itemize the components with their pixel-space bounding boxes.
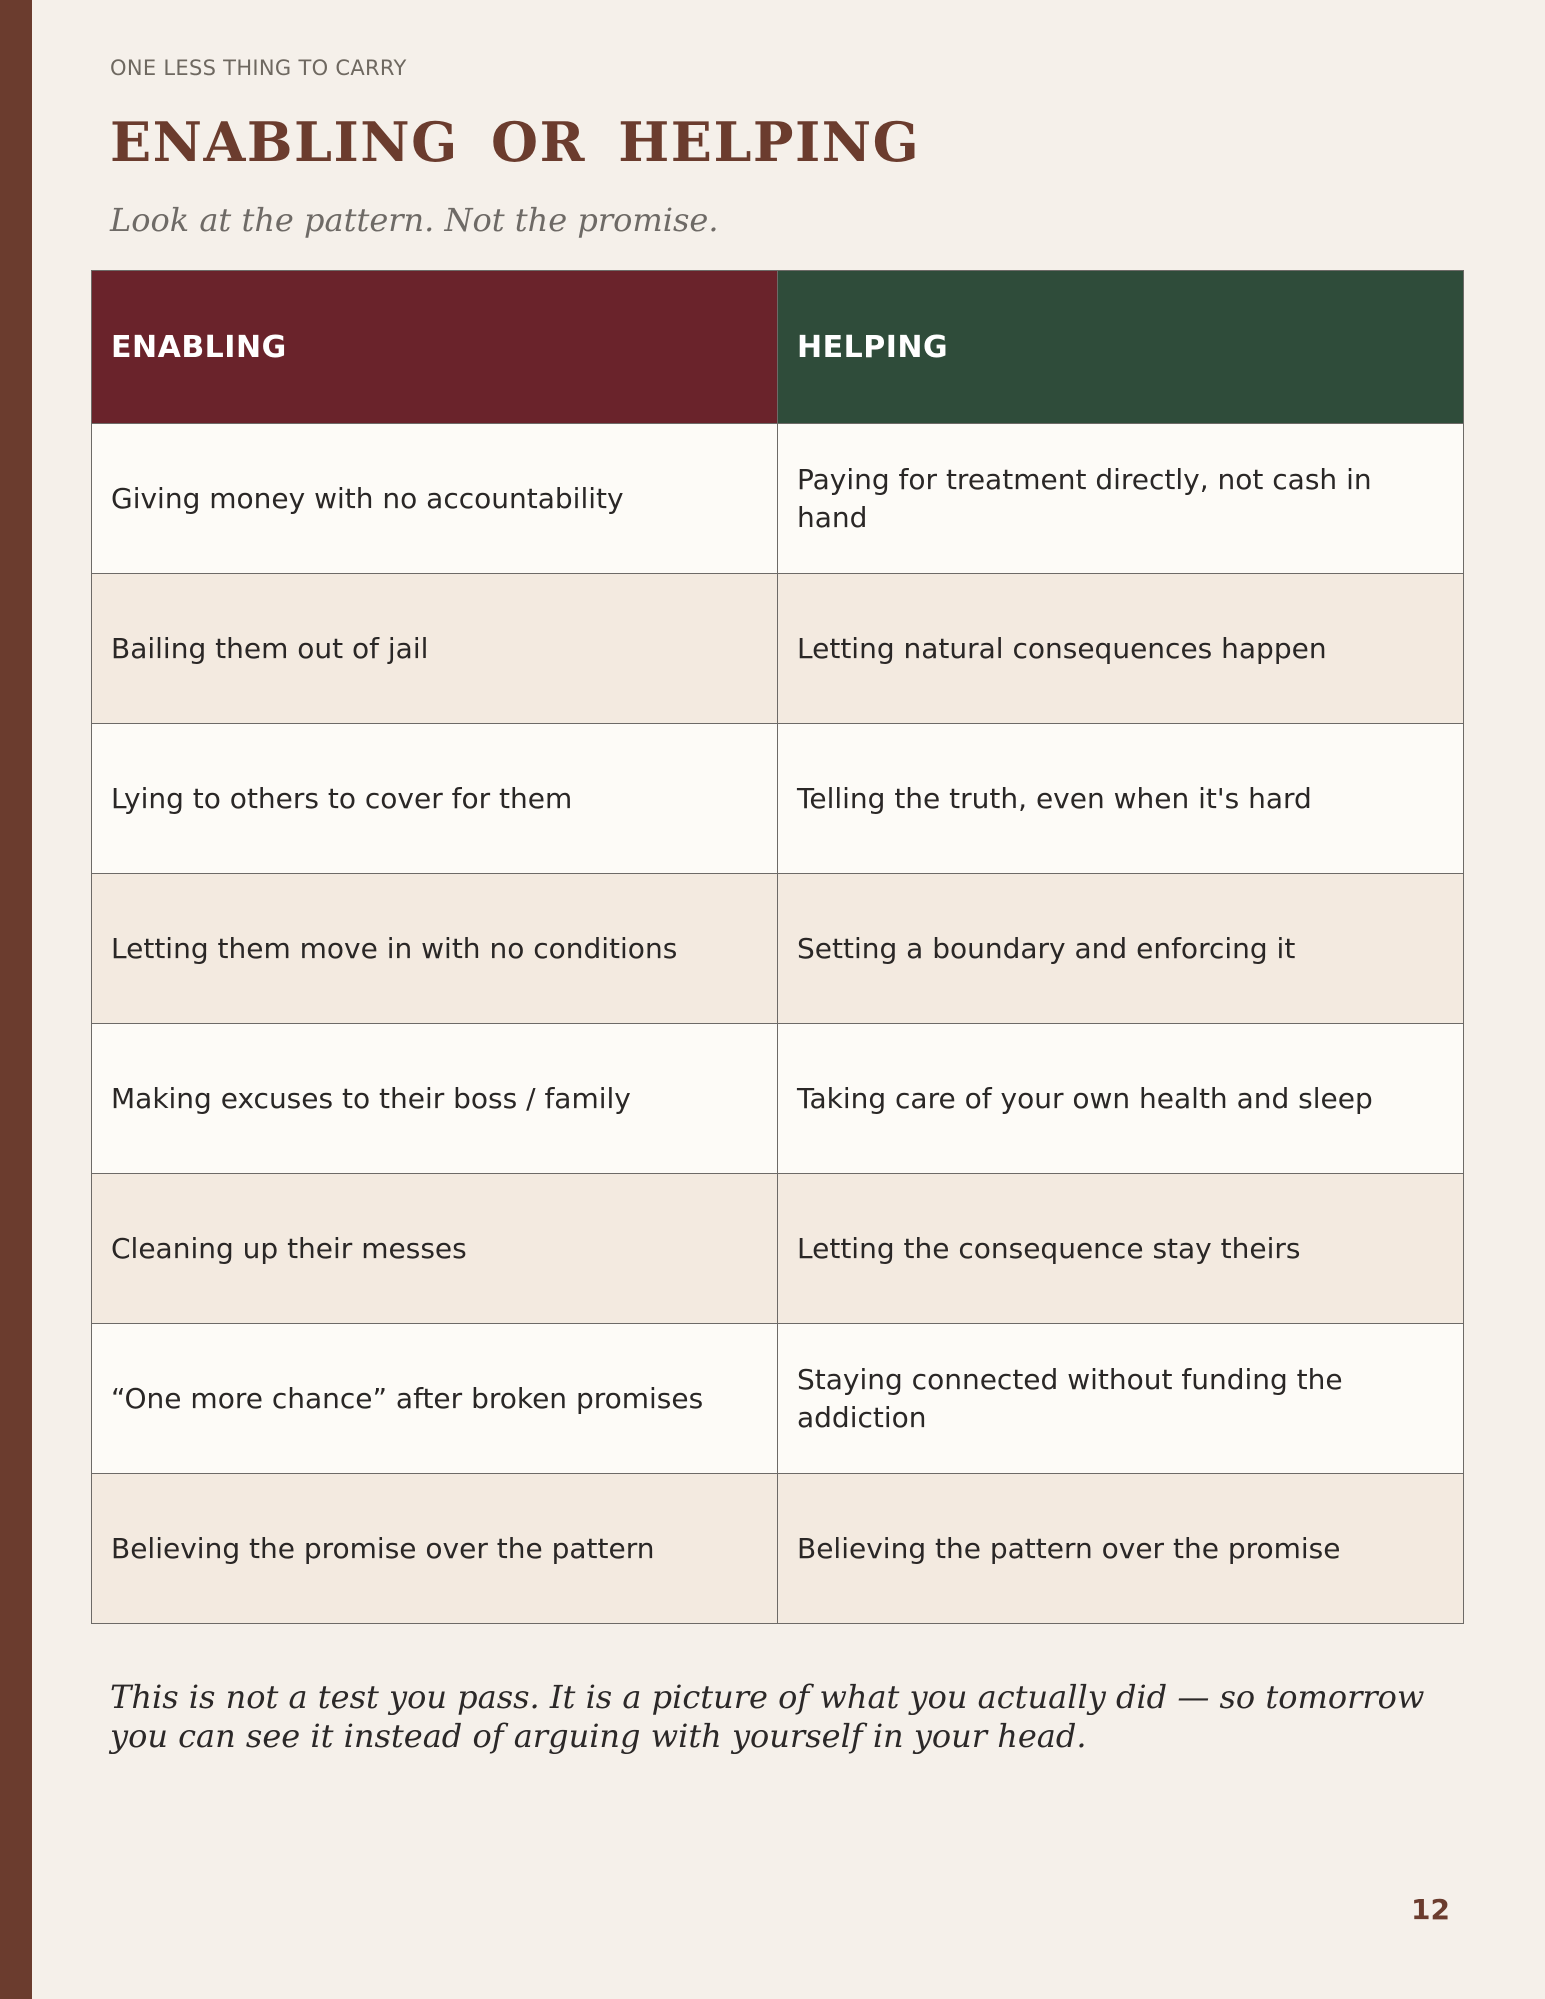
- page-subtitle: Look at the pattern. Not the promise.: [110, 201, 719, 239]
- eyebrow-label: ONE LESS THING TO CARRY: [110, 56, 407, 80]
- column-header-helping: HELPING: [778, 271, 1464, 424]
- page-title: ENABLING OR HELPING: [110, 110, 921, 174]
- enabling-cell: Making excuses to their boss / family: [92, 1024, 778, 1174]
- table-header-row: [92, 271, 1464, 424]
- enabling-cell: Believing the promise over the pattern: [92, 1474, 778, 1624]
- table-row: [92, 424, 1464, 574]
- enabling-cell: Giving money with no accountability: [92, 424, 778, 574]
- helping-cell: Believing the pattern over the promise: [778, 1474, 1464, 1624]
- helping-cell: Staying connected without funding the addiction: [778, 1324, 1464, 1474]
- table-row: [92, 1174, 1464, 1324]
- comparison-table: [91, 270, 1464, 1624]
- helping-cell: Paying for treatment directly, not cash in hand: [778, 424, 1464, 574]
- column-header-enabling: ENABLING: [92, 271, 778, 424]
- enabling-cell: Letting them move in with no conditions: [92, 874, 778, 1024]
- helping-cell: Setting a boundary and enforcing it: [778, 874, 1464, 1024]
- table-row: [92, 724, 1464, 874]
- table-row: [92, 1324, 1464, 1474]
- enabling-cell: Lying to others to cover for them: [92, 724, 778, 874]
- helping-cell: Letting natural consequences happen: [778, 574, 1464, 724]
- page-number: 12: [1411, 1893, 1450, 1926]
- footer-note: This is not a test you pass. It is a picture of what you actually did — so tomorrow you can see it instead of arguing with yourself in your head.: [110, 1678, 1425, 1755]
- enabling-cell: “One more chance” after broken promises: [92, 1324, 778, 1474]
- enabling-cell: Bailing them out of jail: [92, 574, 778, 724]
- table-row: [92, 574, 1464, 724]
- helping-cell: Letting the consequence stay theirs: [778, 1174, 1464, 1324]
- enabling-cell: Cleaning up their messes: [92, 1174, 778, 1324]
- table-row: [92, 1024, 1464, 1174]
- table-row: [92, 874, 1464, 1024]
- table-row: [92, 1474, 1464, 1624]
- helping-cell: Telling the truth, even when it's hard: [778, 724, 1464, 874]
- helping-cell: Taking care of your own health and sleep: [778, 1024, 1464, 1174]
- side-accent-bar: [0, 0, 32, 1999]
